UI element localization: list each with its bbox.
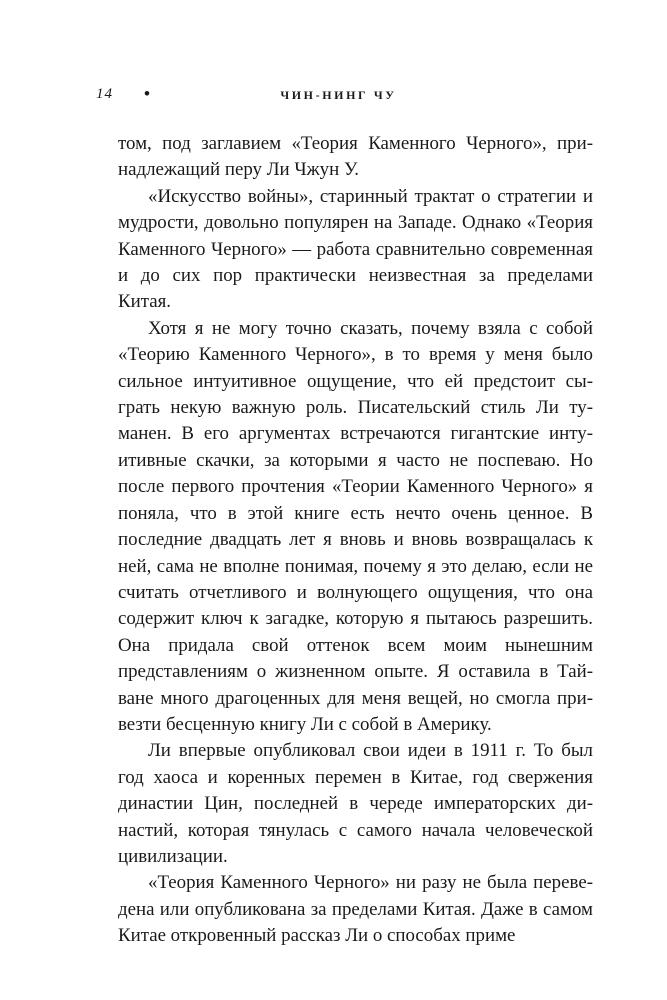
- body-text: [118, 131, 593, 950]
- separator-dot: •: [144, 84, 150, 103]
- paragraph: «Теория Каменного Черного» ни разу не была переведена или опубликована за пределами Китая. Даже в самом Китае откровенный рассказ Ли о способах приме: [118, 872, 593, 947]
- page-number: 14: [96, 86, 113, 102]
- paragraph: Хотя я не могу точно сказать, почему взяла с собой «Теорию Каменного Черного», в то время у меня было сильное интуитивное ощущение, что ей предстоит сыграть некую важную роль. Писательский стиль Ли туманен. В его аргументах встречаются гигантские интуитивные скачки, за которыми я часто не поспеваю. Но после первого прочтения «Теории Каменного Черного» я поняла, что в этой книге есть нечто очень ценное. В последние двадцать лет я вновь и вновь возвращалась к ней, сама не вполне понимая, почему я это делаю, если не считать отчетливого и волнующего ощущения, что она содержит ключ к загадке, которую я пытаюсь разрешить. Она придала свой оттенок всем моим нынешним представлениям о жизненном опыте. Я оставила в Тайване много драгоценных для меня вещей, но смогла привезти бесценную книгу Ли с собой в Америку.: [118, 317, 593, 735]
- paragraph: Ли впервые опубликовал свои идеи в 1911 г. То был год хаоса и коренных перемен в Китае, год свержения династии Цин, последней в череде императорских династий, которая тянулась с самого начала человеческой цивилизации.: [118, 740, 593, 867]
- author-name: ЧИН-НИНГ ЧУ: [280, 88, 397, 102]
- running-head: [0, 0, 667, 120]
- paragraph: «Искусство войны», старинный трактат о стратегии и мудрости, довольно популярен на Западе. Однако «Теория Каменного Черного» — работа сравнительно современная и до сих пор практически неизвестная за пределами Китая.: [118, 185, 593, 313]
- paragraph: том, под заглавием «Теория Каменного Черного», принадлежащий перу Ли Чжун У.: [118, 133, 593, 181]
